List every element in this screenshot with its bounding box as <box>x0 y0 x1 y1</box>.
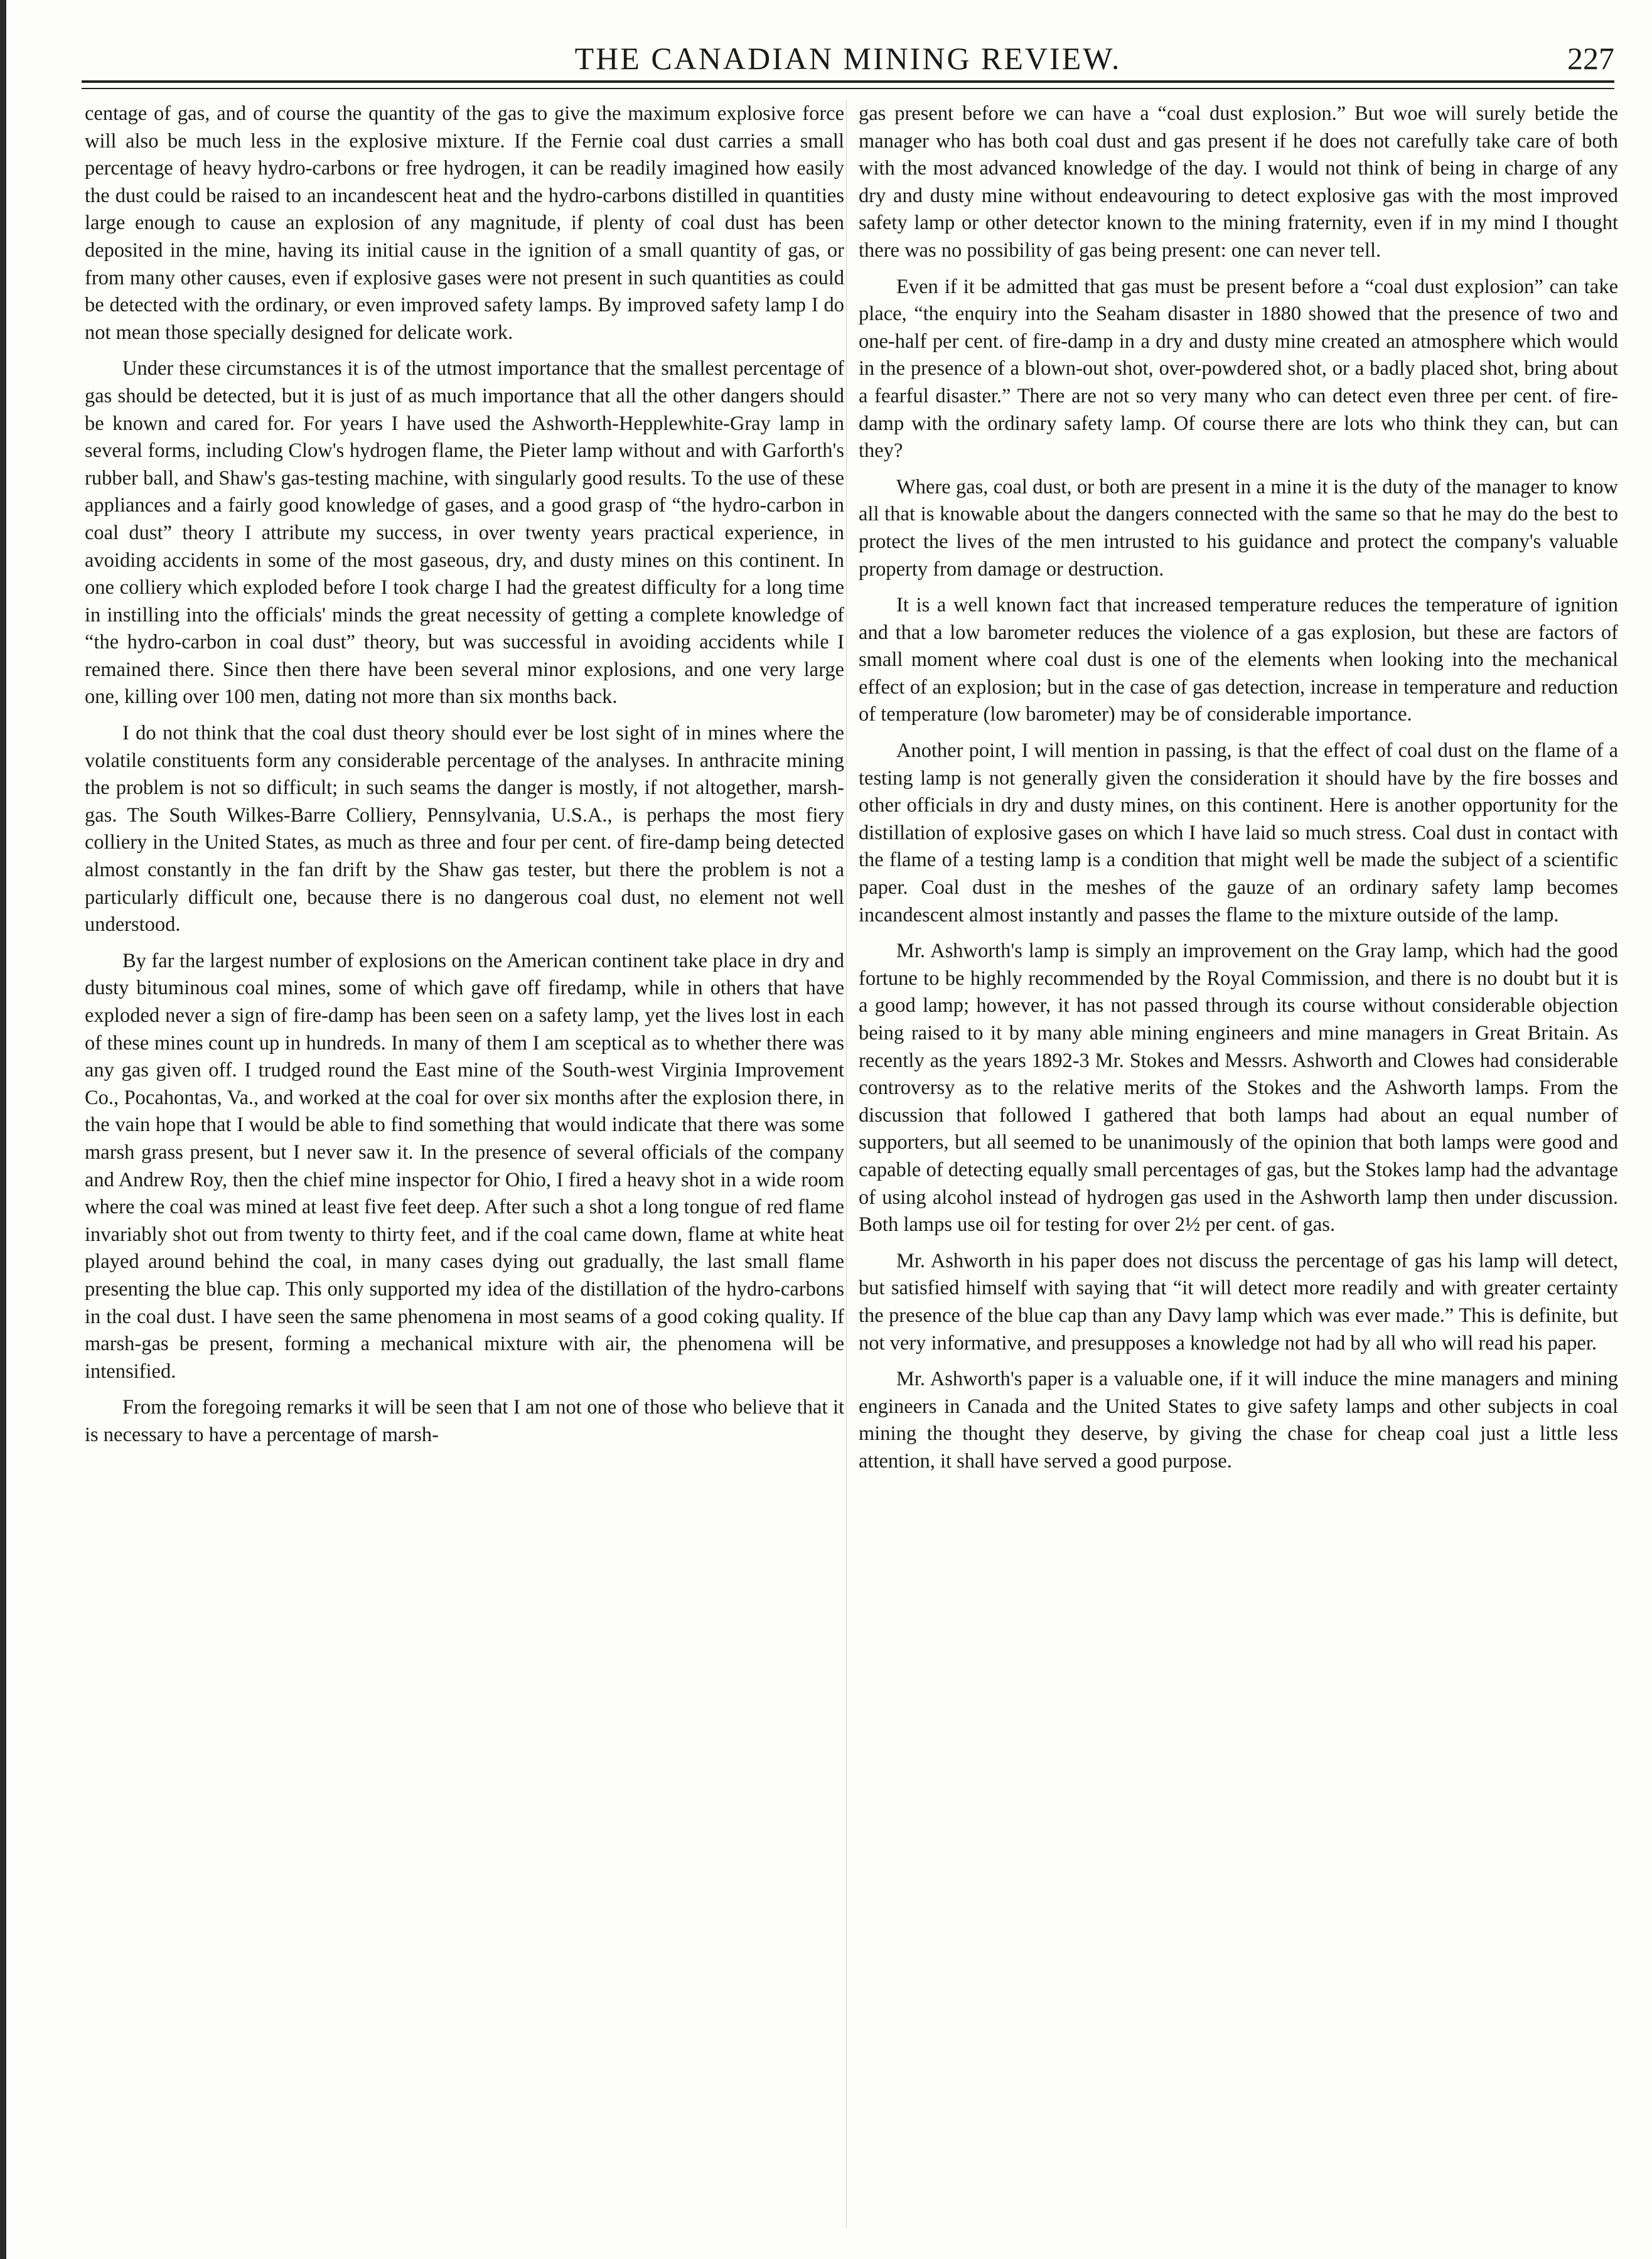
paragraph: I do not think that the coal dust theory should ever be lost sight of in mines where the volatile constituents form any considerable percentage of the analyses. In anthracite mining the problem is not so difficult; in such seams the danger is mostly, if not altogether, marsh-gas. The South Wilkes-Barre Colliery, Pennsylvania, U.S.A., is perhaps the most fiery colliery in the United States, as much as three and four per cent. of fire-damp being detected almost constantly in the fan drift by the Shaw gas tester, but there the problem is not a particularly difficult one, because there is no dangerous coal dust, no element not well understood. <box>85 722 844 936</box>
paragraph: Under these circumstances it is of the utmost importance that the smallest percentage of gas should be detected, but it is just of as much importance that all the other dangers should be known and cared for. For years I have used the Ashworth-Hepplewhite-Gray lamp in several forms, including Clow's hydrogen flame, the Pieter lamp without and with Garforth's rubber ball, and Shaw's gas-testing machine, with singularly good results. To the use of these appliances and a fairly good knowledge of gases, and a good grasp of “the hydro-carbon in coal dust” theory I attribute my success, in over twenty years practical experience, in avoiding accidents in some of the most gaseous, dry, and dusty mines on this continent. In one colliery which exploded before I took charge I had the greatest difficulty for a long time in instilling into the officials' minds the great necessity of getting a complete knowledge of “the hydro-carbon in coal dust” theory, but was successful in avoiding accidents while I remained there. Since then there have been several minor explosions, and one very large one, killing over 100 men, dating not more than six months back. <box>85 357 844 709</box>
paragraph: It is a well known fact that increased temperature reduces the temperature of ignition and that a low barometer reduces the violence of a gas explosion, but these are factors of small moment where coal dust is one of the elements when looking into the mechanical effect of an explosion; but in the case of gas detection, increase in temperature and reduction of temperature (low barometer) may be of considerable importance. <box>859 594 1618 726</box>
paragraph: Another point, I will mention in passing, is that the effect of coal dust on the flame of a testing lamp is not generally given the consideration it should have by the fire bosses and other officials in dry and dusty mines, on this continent. Here is another opportunity for the distillation of explosive gases on which I have laid so much stress. Coal dust in contact with the flame of a testing lamp is a condition that might well be made the subject of a scientific paper. Coal dust in the meshes of the gauze of an ordinary safety lamp becomes incandescent almost instantly and passes the flame to the mixture outside of the lamp. <box>859 739 1618 926</box>
paragraph: By far the largest number of explosions on the American continent take place in dry and dusty bituminous coal mines, some of which gave off firedamp, while in others that have exploded never a sign of fire-damp has been seen on a safety lamp, yet the lives lost in each of these mines count up in hundreds. In many of them I am sceptical as to whether there was any gas given off. I trudged round the East mine of the South-west Virginia Improvement Co., Pocahontas, Va., and worked at the coal for over six months after the explosion there, in the vain hope that I would be able to find something that would indicate that there was some marsh grass present, but I never saw it. In the presence of several officials of the company and Andrew Roy, then the chief mine inspector for Ohio, I fired a heavy shot in a wide room where the coal was mined at least five feet deep. After such a shot a long tongue of red flame invariably shot out from twenty to thirty feet, and if the coal came down, flame at white heat played around behind the coal, in many cases dying out gradually, the last small flame presenting the blue cap. This only supported my idea of the distillation of the hydro-carbons in the coal dust. I have seen the same phenomena in most seams of a good coking quality. If marsh-gas be present, forming a mechanical mixture with air, the phenomena will be intensified. <box>85 949 844 1383</box>
paragraph: gas present before we can have a “coal dust explosion.” But woe will surely betide the manager who has both coal dust and gas present if he does not carefully take care of both with the most advanced knowledge of the day. I would not think of being in charge of any dry and dusty mine without endeavouring to detect explosive gas with the most improved safety lamp or other detector known to the mining fraternity, even if in my mind I thought there was no possibility of gas being present: one can never tell. <box>859 102 1618 262</box>
paragraph: Where gas, coal dust, or both are present in a mine it is the duty of the manager to know all that is knowable about the dangers connected with the same so that he may do the best to protect the lives of the men intrusted to his guidance and protect the company's valuable property from damage or destruction. <box>859 475 1618 581</box>
paragraph: Mr. Ashworth's paper is a valuable one, if it will induce the mine managers and mining engineers in Canada and the United States to give safety lamps and other subjects in coal mining the thought they deserve, by giving the chase for cheap coal just a little less attention, it shall have served a good purpose. <box>859 1368 1618 1473</box>
paragraph: From the foregoing remarks it will be seen that I am not one of those who believe that it is necessary to have a percentage of marsh- <box>85 1396 844 1446</box>
header-rule-thick <box>82 80 1614 83</box>
paragraph: centage of gas, and of course the quantity of the gas to give the maximum explosive force will also be much less in the explosive mixture. If the Fernie coal dust carries a small percentage of heavy hydro-carbons or free hydrogen, it can be readily imagined how easily the dust could be raised to an incandescent heat and the hydro-carbons distilled in quantities large enough to cause an explosion of any magnitude, if plenty of coal dust has been deposited in the mine, having its initial cause in the ignition of a small quantity of gas, or from many other causes, even if explosive gases were not present in such quantities as could be detected with the ordinary, or even improved safety lamps. By improved safety lamp I do not mean those specially designed for delicate work. <box>85 102 844 344</box>
paragraph: Even if it be admitted that gas must be present before a “coal dust explosion” can take place, “the enquiry into the Seaham disaster in 1880 showed that the presence of two and one-half per cent. of fire-damp in a dry and dusty mine created an atmosphere which would in the presence of a blown-out shot, over-powdered shot, or a badly placed shot, bring about a fearful disaster.” There are not so very many who can detect even three per cent. of fire-damp with the ordinary safety lamp. Of course there are lots who think they can, but can they? <box>859 275 1618 463</box>
column-divider <box>846 100 847 2228</box>
header-rule-thin <box>82 88 1614 89</box>
running-header <box>82 36 1614 87</box>
page-number: 227 <box>1567 41 1614 76</box>
paragraph: Mr. Ashworth's lamp is simply an improvement on the Gray lamp, which had the good fortune to be highly recommended by the Royal Commission, and there is no doubt but it is a good lamp; however, it has not passed through its course without considerable objection being raised to it by many able mining engineers and mine managers in Great Britain. As recently as the years 1892-3 Mr. Stokes and Messrs. Ashworth and Clowes had considerable controversy as to the relative merits of the Stokes and the Ashworth lamps. From the discussion that followed I gathered that both lamps had about an equal number of supporters, but all seemed to be unanimously of the opinion that both lamps were good and capable of detecting equally small percentages of gas, but the Stokes lamp had the advantage of using alcohol instead of hydrogen gas used in the Ashworth lamp then under discussion. Both lamps use oil for testing for over 2½ per cent. of gas. <box>859 940 1618 1237</box>
right-column <box>859 100 1618 2235</box>
left-column <box>85 100 844 2235</box>
scan-edge <box>0 0 6 2259</box>
paragraph: Mr. Ashworth in his paper does not discuss the percentage of gas his lamp will detect, but satisfied himself with saying that “it will detect more readily and with greater certainty the presence of the blue cap than any Davy lamp which was ever made.” This is definite, but not very informative, and presupposes a knowledge not had by all who will read his paper. <box>859 1249 1618 1355</box>
journal-title: THE CANADIAN MINING REVIEW. <box>574 41 1122 76</box>
